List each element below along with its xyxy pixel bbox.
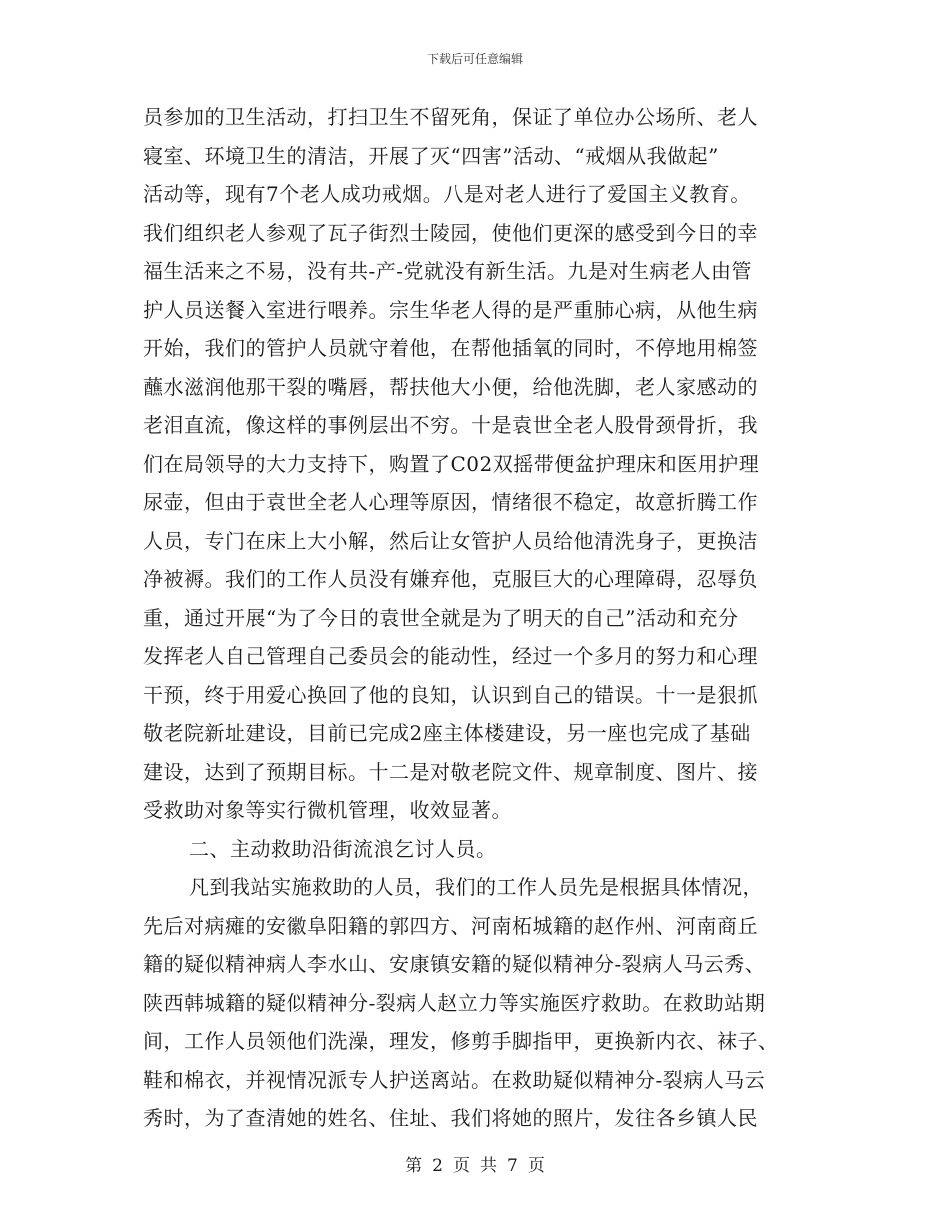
text-line: 陕西韩城籍的疑似精神分-裂病人赵立力等实施医疗救助。在救助站期 (143, 990, 766, 1015)
text-line: 护人员送餐入室进行喂养。宗生华老人得的是严重肺心病，从他生病 (143, 297, 758, 322)
text-line: 干预，终于用爱心换回了他的良知，认识到自己的错误。十一是狠抓 (143, 682, 758, 707)
page-total: 7 (507, 1156, 518, 1176)
text-line: 净被褥。我们的工作人员没有嫌弃他，克服巨大的心理障碍，忍辱负 (143, 567, 758, 591)
text-line: 老泪直流，像这样的事例层出不穷。十是袁世全老人股骨颈骨折，我 (143, 413, 758, 437)
text-line: 开始，我们的管护人员就守着他，在帮他插氧的同时，不停地用棉签 (143, 336, 758, 360)
text-line: 受救助对象等实行微机管理，收效显著。 (143, 798, 512, 822)
text-line: 籍的疑似精神病人李水山、安康镇安籍的疑似精神分-裂病人马云秀、 (143, 952, 766, 976)
section-heading: 二、主动救助沿街流浪乞讨人员。 (189, 836, 497, 861)
text-line: 间，工作人员领他们洗澡，理发，修剪手脚指甲，更换新内衣、袜子、 (143, 1029, 779, 1053)
text-line: 建设，达到了预期目标。十二是对敬老院文件、规章制度、图片、接 (143, 759, 758, 784)
text-line: 鞋和棉衣，并视情况派专人护送离站。在救助疑似精神分-裂病人马云 (143, 1067, 766, 1092)
text-line: 我们组织老人参观了瓦子街烈士陵园，使他们更深的感受到今日的幸 (143, 220, 758, 245)
text-line: 重，通过开展“为了今日的袁世全就是为了明天的自己”活动和充分 (143, 605, 739, 630)
footer-middle: 页 (453, 1156, 470, 1176)
page-footer (0, 1155, 950, 1177)
text-line: 蘸水滋润他那干裂的嘴唇，帮扶他大小便，给他洗脚，老人家感动的 (143, 374, 758, 399)
text-line: 先后对病瘫的安徽阜阳籍的郭四方、河南柘城籍的赵作州、河南商丘 (143, 913, 758, 938)
text-line: 发挥老人自己管理自己委员会的能动性，经过一个多月的努力和心理 (143, 644, 758, 668)
text-line: 员参加的卫生活动，打扫卫生不留死角，保证了单位办公场所、老人 (143, 105, 758, 129)
footer-suffix: 页 (527, 1156, 545, 1176)
footer-total-label: 共 (480, 1156, 497, 1176)
paragraph-first-line: 凡到我站实施救助的人员，我们的工作人员先是根据具体情况， (189, 875, 763, 899)
footer-prefix: 第 (405, 1156, 423, 1176)
text-line: 福生活来之不易，没有共-产-党就没有新生活。九是对生病老人由管 (143, 259, 753, 283)
text-line: 敬老院新址建设，目前已完成2座主体楼建设，另一座也完成了基础 (143, 721, 751, 745)
page-header: 下载后可任意编辑 (426, 52, 523, 66)
text-line: 活动等，现有7个老人成功戒烟。八是对老人进行了爱国主义教育。 (143, 182, 751, 206)
page-number: 2 (432, 1156, 443, 1176)
text-line: 尿壶，但由于袁世全老人心理等原因，情绪很不稳定，故意折腾工作 (143, 490, 758, 514)
text-line: 寝室、环境卫生的清洁，开展了灭“四害”活动、“戒烟从我做起” (143, 143, 719, 168)
document-body (143, 98, 813, 1138)
text-line: 秀时，为了查清她的姓名、住址、我们将她的照片，发往各乡镇人民 (143, 1106, 758, 1130)
text-line: 们在局领导的大力支持下，购置了C02双摇带便盆护理床和医用护理 (143, 451, 760, 476)
text-line: 人员，专门在床上大小解，然后让女管护人员给他清洗身子，更换洁 (143, 528, 758, 553)
